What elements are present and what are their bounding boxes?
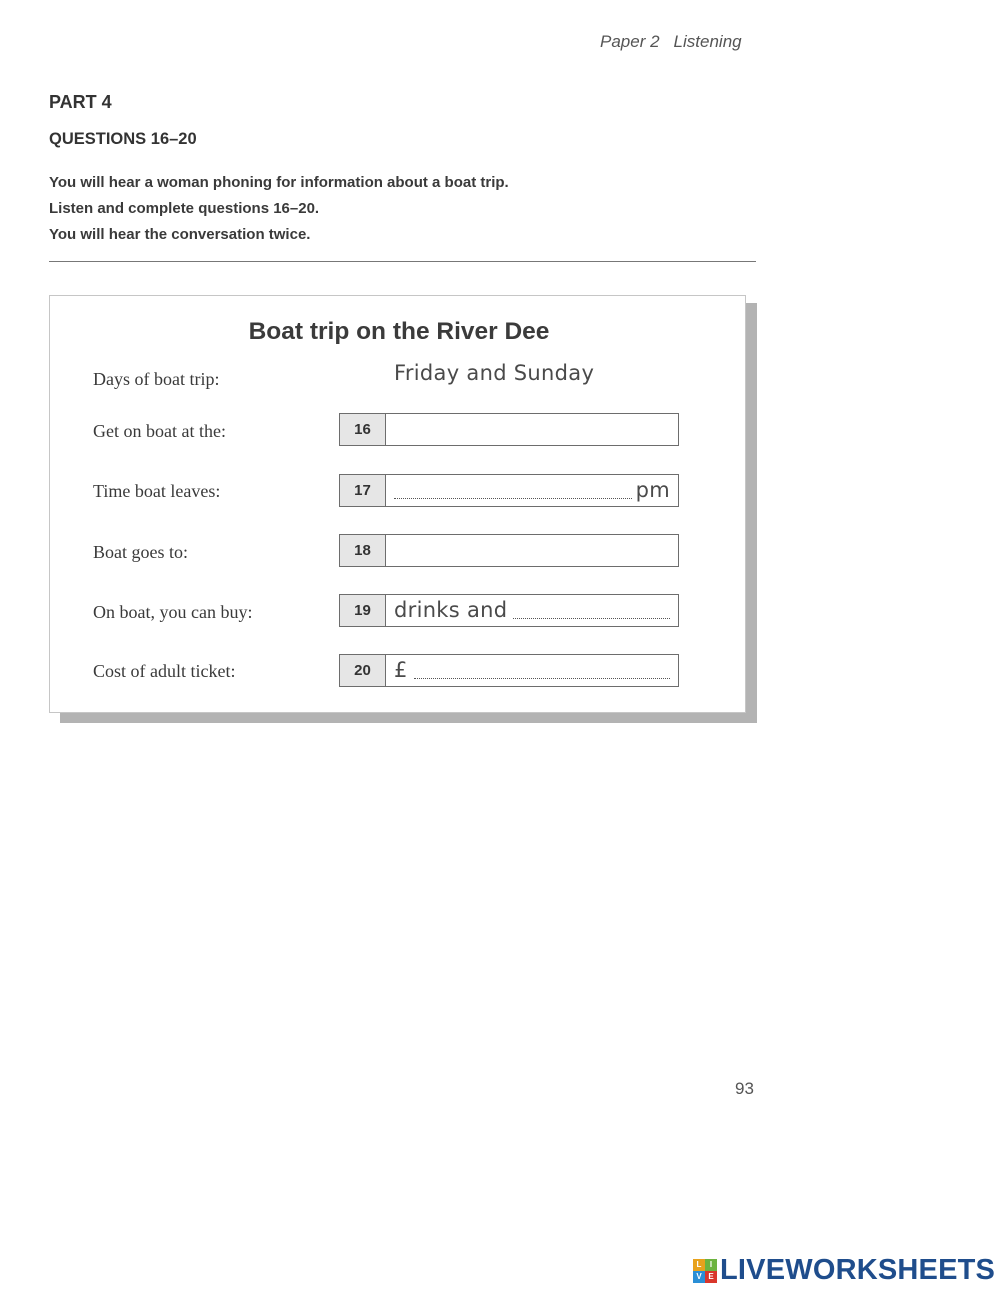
answer-input-20[interactable] bbox=[386, 655, 678, 686]
questions-title: QUESTIONS 16–20 bbox=[49, 130, 197, 148]
answer-field-20[interactable] bbox=[339, 654, 679, 687]
answer-input-18[interactable] bbox=[386, 535, 678, 566]
question-number-19: 19 bbox=[340, 595, 386, 626]
running-head bbox=[600, 32, 756, 52]
question-number-18: 18 bbox=[340, 535, 386, 566]
answer-suffix-17: pm bbox=[635, 478, 670, 502]
brand-name: LIVEWORKSHEETS bbox=[720, 1254, 996, 1286]
running-head-section: Listening bbox=[673, 32, 742, 51]
question-17-label: Time boat leaves: bbox=[93, 481, 221, 501]
answer-field-18[interactable] bbox=[339, 534, 679, 567]
question-number-16: 16 bbox=[340, 414, 386, 445]
question-number-20: 20 bbox=[340, 655, 386, 686]
question-16-label: Get on boat at the: bbox=[93, 421, 226, 441]
answer-field-16[interactable] bbox=[339, 413, 679, 446]
answer-input-19[interactable] bbox=[386, 595, 678, 626]
logo-letter: I bbox=[705, 1259, 717, 1271]
answer-prefix-20: £ bbox=[394, 658, 408, 682]
answer-dotted-line-20 bbox=[414, 678, 670, 679]
instruction-line: You will hear a woman phoning for information about a boat trip. bbox=[49, 174, 509, 191]
part-title: PART 4 bbox=[49, 92, 112, 112]
logo-letter: V bbox=[693, 1271, 705, 1283]
answer-dotted-line-19 bbox=[513, 618, 670, 619]
question-19-label: On boat, you can buy: bbox=[93, 602, 253, 622]
answer-input-16[interactable] bbox=[386, 414, 678, 445]
answer-dotted-line-17 bbox=[394, 498, 632, 499]
logo-letter: L bbox=[693, 1259, 705, 1271]
liveworksheets-logo-icon bbox=[693, 1259, 717, 1283]
running-head-paper: Paper 2 bbox=[600, 32, 660, 51]
answer-field-17[interactable] bbox=[339, 474, 679, 507]
answer-input-17[interactable] bbox=[386, 475, 678, 506]
divider bbox=[49, 261, 756, 262]
question-18-label: Boat goes to: bbox=[93, 542, 188, 562]
question-20-label: Cost of adult ticket: bbox=[93, 661, 236, 681]
logo-letter: E bbox=[705, 1271, 717, 1283]
example-label: Days of boat trip: bbox=[93, 369, 220, 389]
liveworksheets-brand[interactable] bbox=[693, 1254, 995, 1287]
instructions bbox=[49, 170, 509, 248]
form-title: Boat trip on the River Dee bbox=[248, 318, 550, 345]
question-number-17: 17 bbox=[340, 475, 386, 506]
instruction-line: You will hear the conversation twice. bbox=[49, 226, 311, 243]
example-answer: Friday and Sunday bbox=[394, 361, 595, 385]
page-number: 93 bbox=[735, 1079, 754, 1098]
instruction-line: Listen and complete questions 16–20. bbox=[49, 200, 320, 217]
answer-prefix-19: drinks and bbox=[394, 598, 508, 622]
answer-field-19[interactable] bbox=[339, 594, 679, 627]
